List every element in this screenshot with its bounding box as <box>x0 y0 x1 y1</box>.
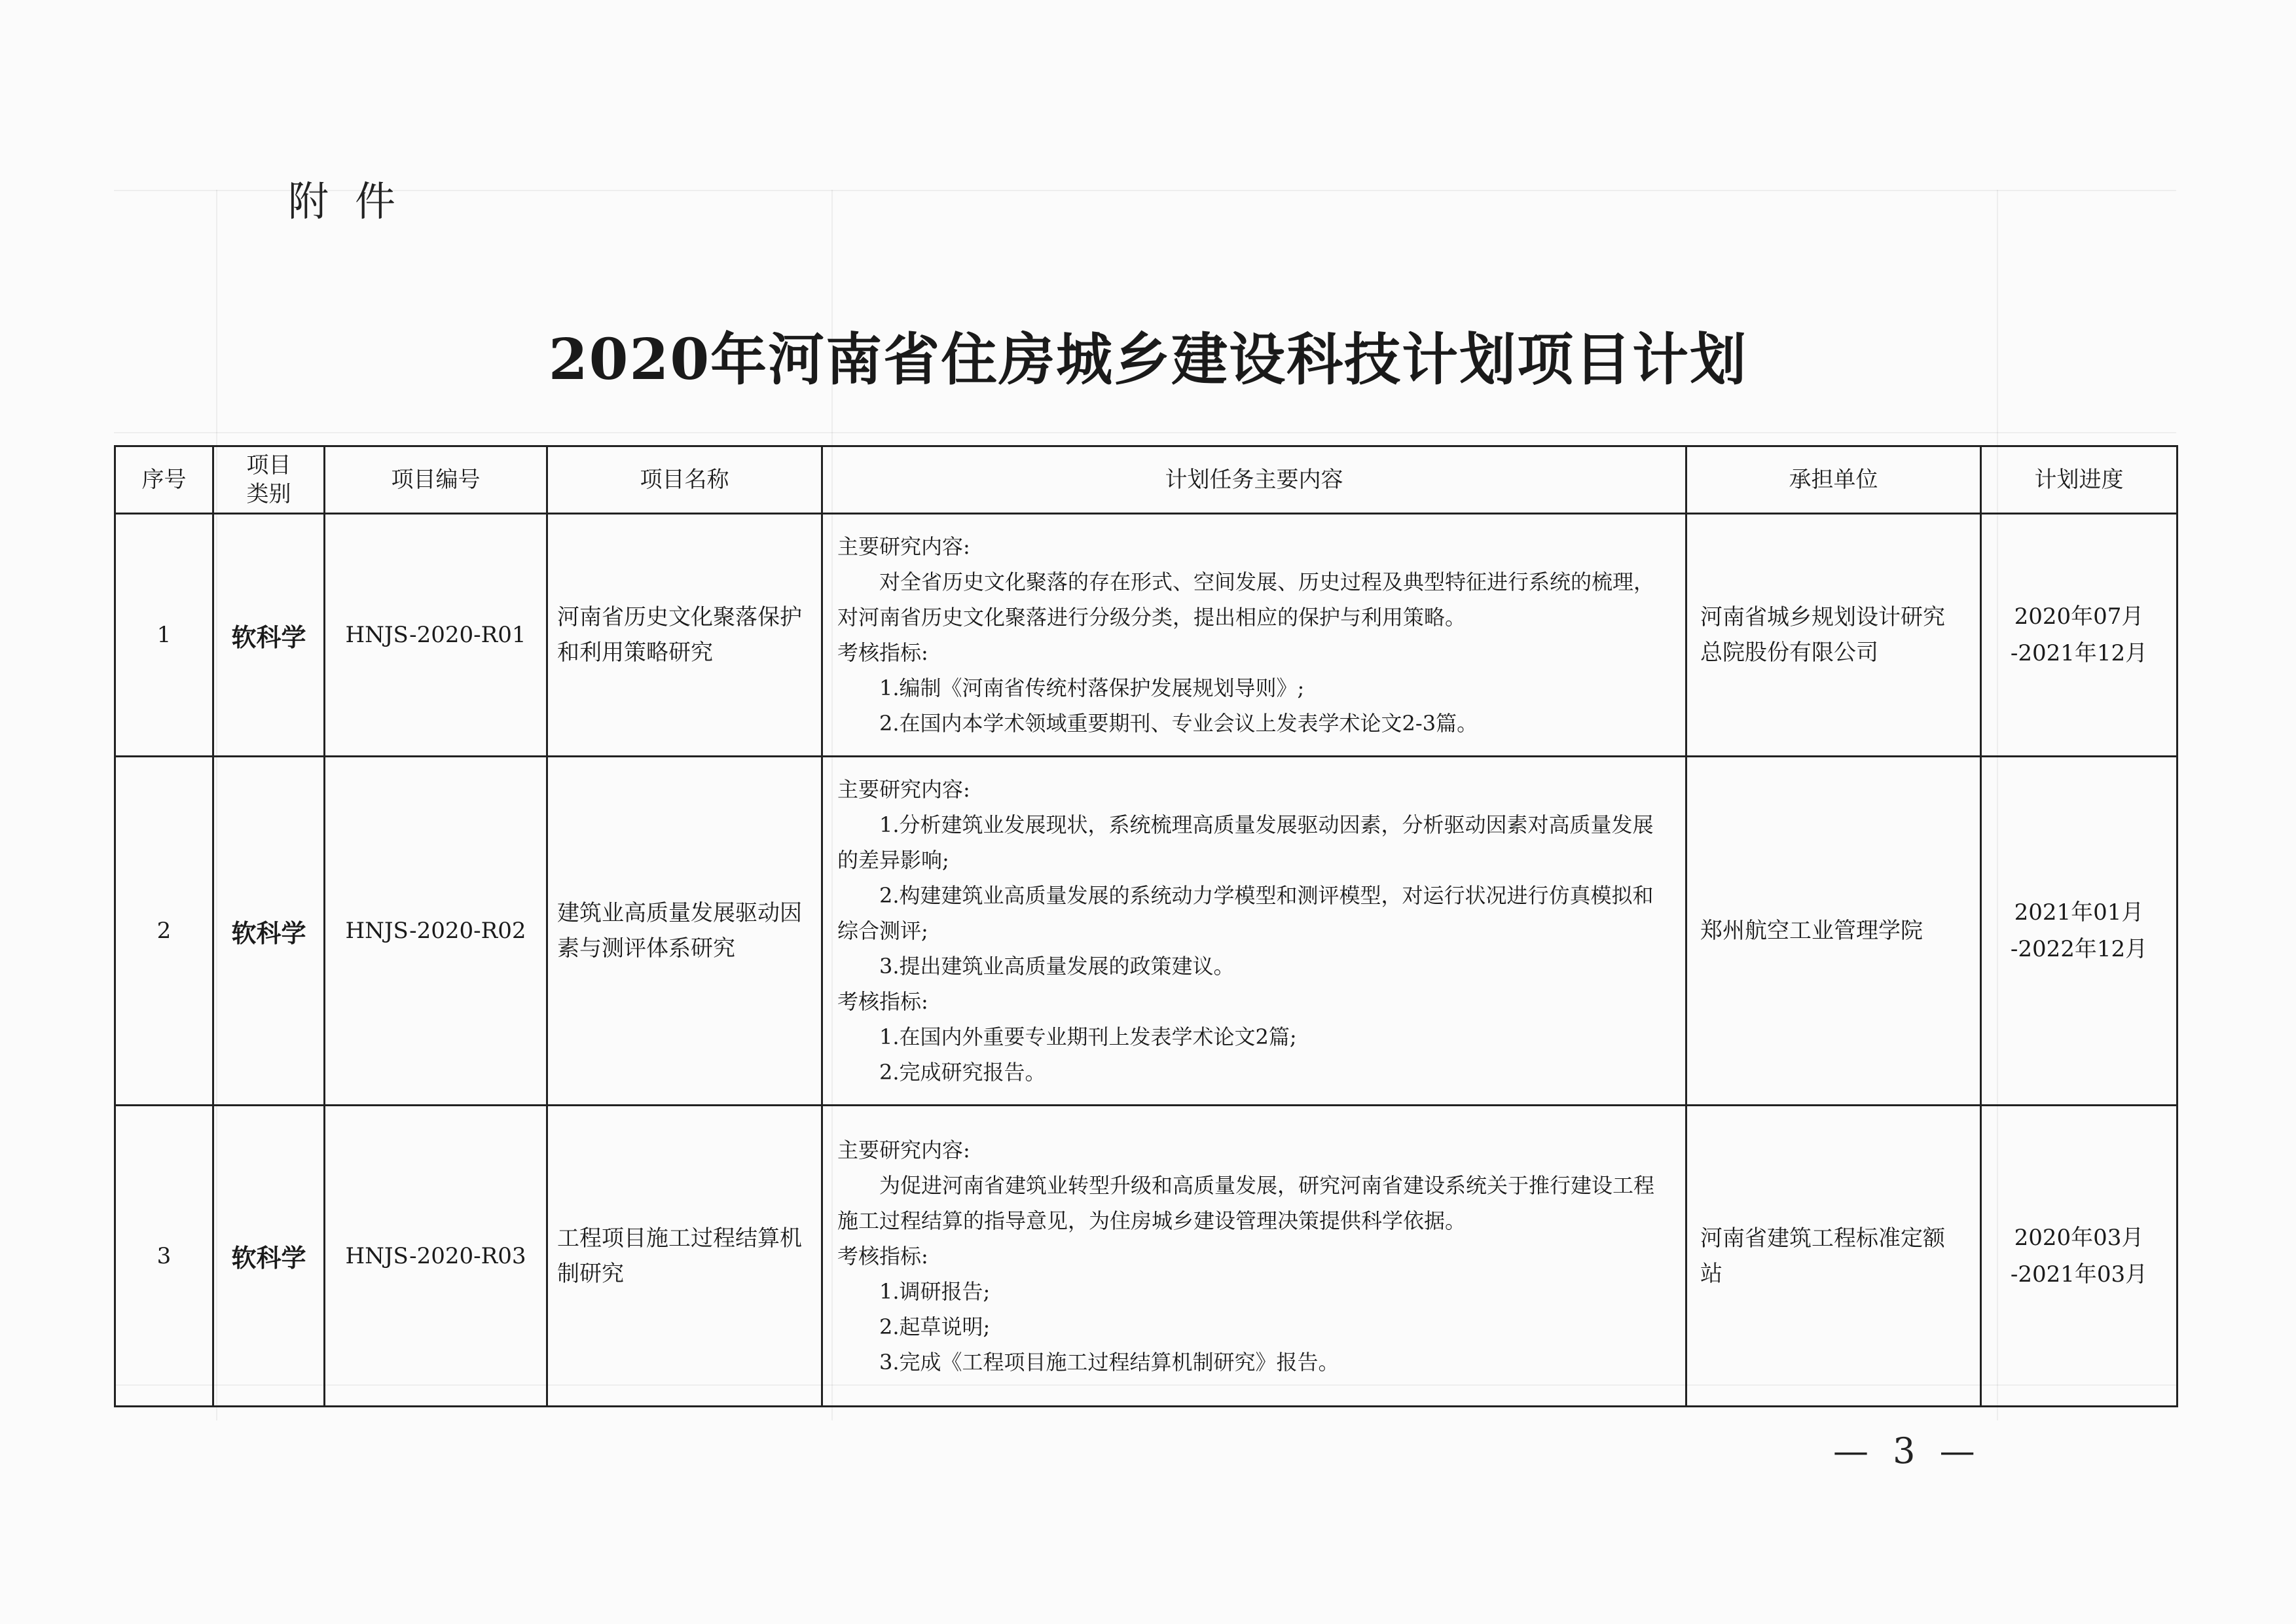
row-schedule <box>1981 1106 2178 1407</box>
research-item: 2.构建建筑业高质量发展的系统动力学模型和测评模型，对运行状况进行仿真模拟和综合测评; <box>837 883 1654 943</box>
research-heading: 主要研究内容: <box>837 1137 970 1163</box>
assess-heading: 考核指标: <box>837 989 928 1014</box>
row-code: HNJS-2020-R02 <box>325 757 547 1106</box>
assess-item: 2.在国内本学术领域重要期刊、专业会议上发表学术论文2-3篇。 <box>879 711 1478 736</box>
row-no: 1 <box>115 514 213 757</box>
research-item: 3.提出建筑业高质量发展的政策建议。 <box>879 954 1235 979</box>
table-header-row <box>115 446 2178 514</box>
row-project-name: 河南省历史文化聚落保护和利用策略研究 <box>547 514 822 757</box>
research-item: 1.分析建筑业发展现状，系统梳理高质量发展驱动因素，分析驱动因素对高质量发展的差异影响; <box>837 812 1654 873</box>
schedule-start: 2020年07月 <box>2014 604 2144 630</box>
research-item: 对全省历史文化聚落的存在形式、空间发展、历史过程及典型特征进行系统的梳理，对河南省历史文化聚落进行分级分类，提出相应的保护与利用策略。 <box>837 569 1655 630</box>
research-item: 为促进河南省建筑业转型升级和高质量发展，研究河南省建设系统关于推行建设工程施工过程结算的指导意见，为住房城乡建设管理决策提供科学依据。 <box>837 1172 1655 1233</box>
row-project-name: 工程项目施工过程结算机制研究 <box>547 1106 822 1407</box>
header-category <box>213 446 325 514</box>
row-code: HNJS-2020-R03 <box>325 1106 547 1407</box>
row-category: 软科学 <box>213 514 325 757</box>
row-unit: 郑州航空工业管理学院 <box>1686 757 1981 1106</box>
row-unit: 河南省建筑工程标准定额站 <box>1686 1106 1981 1407</box>
row-category: 软科学 <box>213 1106 325 1407</box>
row-schedule <box>1981 514 2178 757</box>
bleed-through-line <box>114 432 2176 433</box>
page-number: — 3 — <box>1833 1430 1982 1471</box>
row-category: 软科学 <box>213 757 325 1106</box>
row-schedule <box>1981 757 2178 1106</box>
header-content: 计划任务主要内容 <box>822 446 1686 514</box>
row-content <box>822 514 1686 757</box>
row-content <box>822 757 1686 1106</box>
assess-item: 3.完成《工程项目施工过程结算机制研究》报告。 <box>879 1349 1339 1375</box>
table-row <box>115 514 2178 757</box>
header-name: 项目名称 <box>547 446 822 514</box>
assess-heading: 考核指标: <box>837 640 928 665</box>
assess-item: 2.起草说明; <box>879 1314 991 1339</box>
row-content <box>822 1106 1686 1407</box>
research-heading: 主要研究内容: <box>837 534 970 559</box>
document-title: 2020年河南省住房城乡建设科技计划项目计划 <box>548 327 1748 393</box>
table-row <box>115 757 2178 1106</box>
research-heading: 主要研究内容: <box>837 777 970 802</box>
schedule-start: 2021年01月 <box>2014 899 2144 926</box>
project-plan-table <box>114 445 2178 1407</box>
row-project-name: 建筑业高质量发展驱动因素与测评体系研究 <box>547 757 822 1106</box>
header-category-label: 项目类别 <box>246 452 291 507</box>
schedule-start: 2020年03月 <box>2014 1224 2144 1251</box>
header-unit: 承担单位 <box>1686 446 1981 514</box>
row-no: 2 <box>115 757 213 1106</box>
header-code: 项目编号 <box>325 446 547 514</box>
row-code: HNJS-2020-R01 <box>325 514 547 757</box>
header-no: 序号 <box>115 446 213 514</box>
assess-item: 2.完成研究报告。 <box>879 1060 1046 1085</box>
assess-item: 1.在国内外重要专业期刊上发表学术论文2篇; <box>879 1024 1297 1049</box>
row-no: 3 <box>115 1106 213 1407</box>
schedule-end: -2021年12月 <box>2010 640 2148 666</box>
assess-item: 1.编制《河南省传统村落保护发展规划导则》; <box>879 676 1305 700</box>
table-row <box>115 1106 2178 1407</box>
header-schedule: 计划进度 <box>1981 446 2178 514</box>
row-unit: 河南省城乡规划设计研究总院股份有限公司 <box>1686 514 1981 757</box>
schedule-end: -2021年03月 <box>2010 1261 2148 1288</box>
schedule-end: -2022年12月 <box>2010 936 2148 962</box>
attachment-label: 附件 <box>288 177 422 225</box>
assess-heading: 考核指标: <box>837 1243 928 1269</box>
assess-item: 1.调研报告; <box>879 1278 991 1304</box>
bleed-through-line <box>114 190 2176 191</box>
